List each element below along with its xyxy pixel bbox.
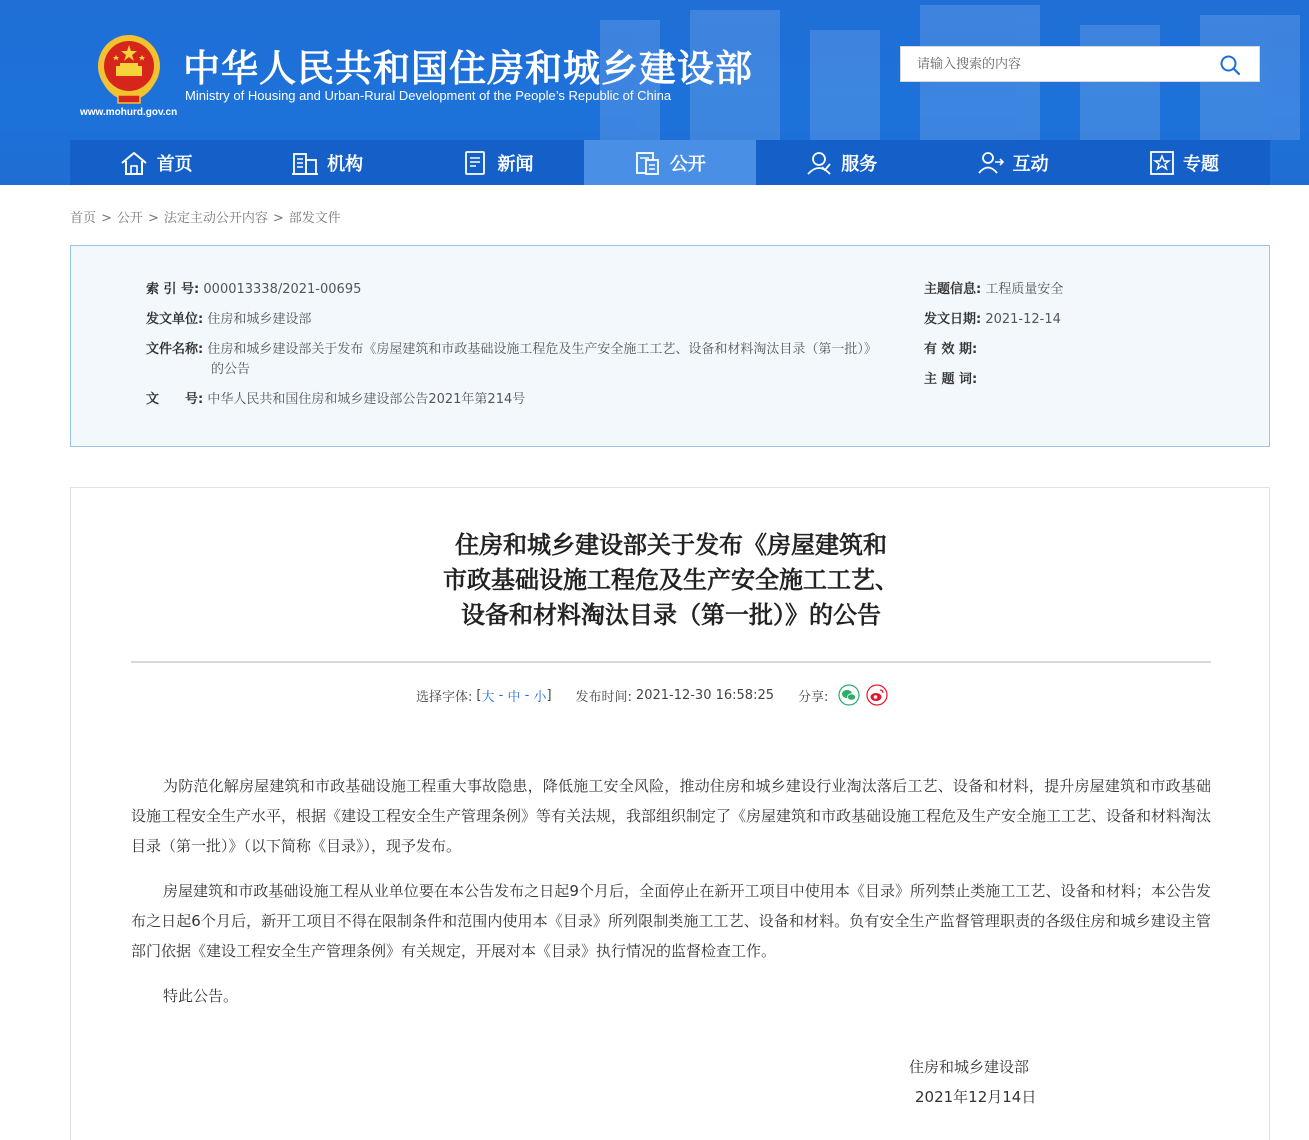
interaction-icon [977,150,1005,176]
site-domain: www.mohurd.gov.cn [80,107,178,118]
publish-time-label: 发布时间: [575,689,632,705]
service-icon [805,150,833,176]
weibo-icon[interactable] [866,684,888,706]
search-icon[interactable] [1219,54,1241,76]
article-title-line: 设备和材料淘汰目录（第一批）》的公告 [461,601,881,629]
nav-item-public[interactable] [584,140,755,185]
nav-item-organization[interactable] [241,140,412,185]
nav-item-label: 互动 [1012,153,1049,175]
document-icon [634,150,662,176]
meta-topic-value: 工程质量安全 [985,282,1064,297]
breadcrumb-separator: > [272,211,284,226]
font-medium-button[interactable]: 中 [507,689,521,705]
article-paragraph: 特此公告。 [163,987,239,1005]
article-title [71,528,1271,633]
document-meta-box [70,245,1270,447]
meta-index-value: 000013338/2021-00695 [203,282,362,297]
breadcrumb-statutory[interactable]: 法定主动公开内容 [163,211,268,226]
search-input[interactable] [901,47,1211,81]
meta-docname [146,338,877,357]
national-emblem-icon [96,33,162,105]
nav-item-service[interactable] [756,140,927,185]
breadcrumb-separator: > [101,211,112,226]
article-title-line: 市政基础设施工程危及生产安全施工工艺、 [443,566,899,594]
site-header [0,0,1309,185]
article-title-line: 住房和城乡建设部关于发布《房屋建筑和 [455,531,887,559]
nav-item-news[interactable] [413,140,584,185]
meta-date [924,308,1061,327]
nav-item-label: 专题 [1183,153,1220,175]
breadcrumb-department-docs[interactable]: 部发文件 [288,211,341,226]
article-paragraph: 房屋建筑和市政基础设施工程从业单位要在本公告发布之日起9个月后，全面停止在新开工项目中使用本《目录》所列禁止类施工工艺、设备和材料；本公告发布之日起6个月后，新开工项目不得在限制条件和范围内使用本《目录》所列限制类施工工艺、设备和材料。负有安全生产监督管理职责的各级住房和城乡建设主管部门依据《建设工程安全生产管理条例》有关规定，开展对本《目录》执行情况的监督检查工作。 [131,882,1211,960]
nav-item-label: 服务 [841,153,878,175]
meta-docno [146,388,525,407]
nav-item-label: 首页 [156,153,193,175]
meta-docno-value: 中华人民共和国住房和城乡建设部公告2021年第214号 [207,392,526,407]
search-box [900,46,1260,82]
news-icon [463,150,489,176]
nav-item-label: 公开 [669,153,706,175]
font-separator: - [494,687,508,703]
building-icon [291,151,319,175]
nav-item-interaction[interactable] [927,140,1098,185]
publish-time-value: 2021-12-30 16:58:25 [635,687,774,703]
meta-date-label: 发文日期: [924,312,982,327]
article-sign-date: 2021年12月14日 [915,1088,1037,1106]
article-content [70,487,1270,1140]
topic-icon [1149,150,1175,176]
meta-validity [924,338,977,357]
share-label: 分享: [798,689,829,705]
wechat-icon[interactable] [838,684,860,706]
meta-validity-label: 有 效 期: [924,342,978,357]
article-paragraph: 为防范化解房屋建筑和市政基础设施工程重大事故隐患，降低施工安全风险，推动住房和城乡建设行业淘汰落后工艺、设备和材料，提升房屋建筑和市政基础设施工程安全生产水平，根据《建设工程安全生产管理条例》等有关法规，我部组织制定了《房屋建筑和市政基础设施工程危及生产安全施工工艺、设备和材料淘汰目录（第一批）》（以下简称《目录》），现予发布。 [131,777,1212,855]
font-separator: - [520,687,534,703]
breadcrumb [70,207,341,226]
site-title[interactable]: 中华人民共和国住房和城乡建设部 [183,47,753,90]
article-signature: 住房和城乡建设部 [909,1058,1030,1076]
breadcrumb-public[interactable]: 公开 [116,211,143,226]
meta-keywords-label: 主 题 词: [924,372,978,387]
meta-issuer [146,308,311,327]
meta-docname-label: 文件名称: [146,342,204,357]
font-size-label: 选择字体: [416,689,473,705]
meta-keywords [924,368,977,387]
meta-topic-label: 主题信息: [924,282,982,297]
main-nav [70,140,1270,185]
site-subtitle: Ministry of Housing and Urban-Rural Development of the People’s Republic of China [185,88,672,103]
meta-index [146,278,361,297]
font-bracket-close: ] [546,687,552,703]
meta-docname-value: 住房和城乡建设部关于发布《房屋建筑和市政基础设施工程危及生产安全施工工艺、设备和材料淘汰目录（第一批）》 [207,342,877,357]
meta-issuer-label: 发文单位: [146,312,204,327]
meta-docno-label: 文 号: [146,392,204,407]
meta-issuer-value: 住房和城乡建设部 [207,312,312,327]
home-icon [119,150,149,176]
meta-topic [924,278,1063,297]
meta-docname-cont [211,358,250,377]
nav-item-home[interactable] [70,140,241,185]
title-divider [131,661,1211,663]
font-bracket-open: [ [476,687,482,703]
meta-index-label: 索 引 号: [146,282,200,297]
nav-item-label: 新闻 [497,153,534,175]
meta-docname-value-cont: 的公告 [211,362,251,377]
nav-item-label: 机构 [327,153,364,175]
breadcrumb-separator: > [147,211,159,226]
article-toolbar [416,684,888,706]
font-large-button[interactable]: 大 [481,689,495,705]
nav-item-topic[interactable] [1098,140,1269,185]
meta-date-value: 2021-12-14 [985,312,1061,327]
breadcrumb-home[interactable]: 首页 [70,211,97,226]
font-small-button[interactable]: 小 [533,689,547,705]
